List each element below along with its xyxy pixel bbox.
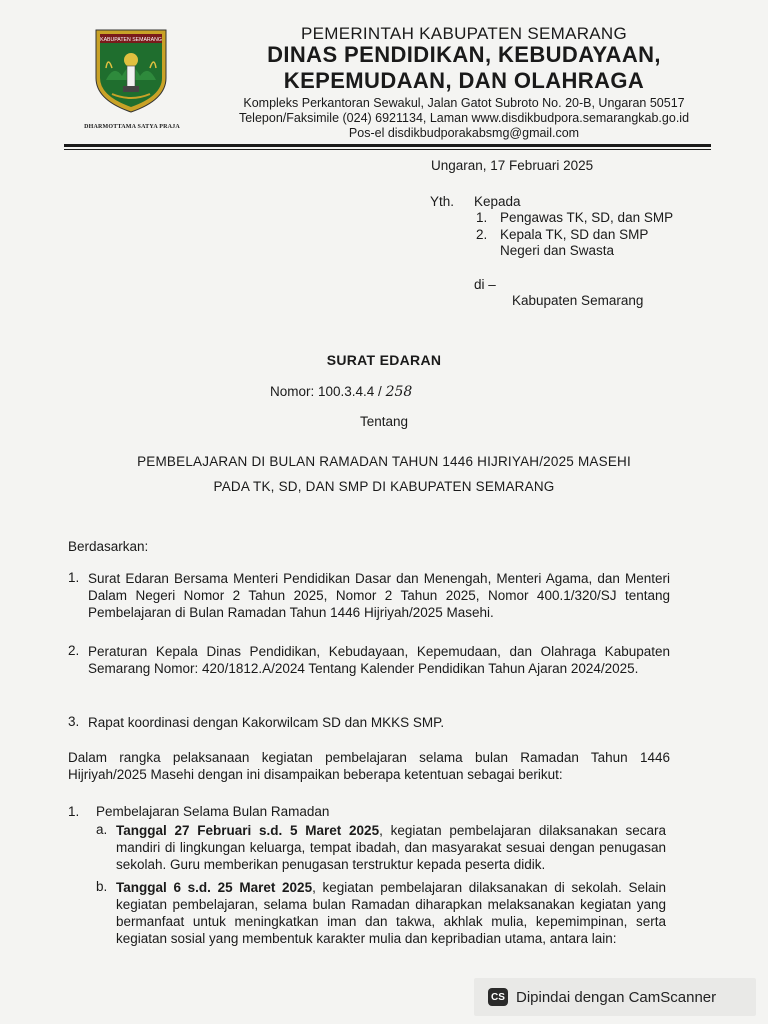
recipient-item-continued: Negeri dan Swasta (500, 243, 615, 258)
subject-line-1: PEMBELAJARAN DI BULAN RAMADAN TAHUN 1446 HIJRIYAH/2025 MASEHI (137, 454, 631, 469)
provision-item-text: , kegiatan pembelajaran dilaksanakan di sekolah. Selain kegiatan pembelajaran, selama bulan Ramadan diharapkan melaksanakan kegiatan yang bermanfaat untuk meningkatkan iman dan takwa, akhlak mulia, kepemimpinan, serta kegiatan sosial yang membentuk karakter mulia dan kepribadian utama, antara lain: (116, 880, 666, 946)
address-place: Kabupaten Semarang (512, 293, 644, 308)
provision-item-date: Tanggal 27 Februari s.d. 5 Maret 2025 (116, 823, 380, 838)
salutation-yth: Yth. (430, 194, 455, 209)
document-title: SURAT EDARAN (326, 352, 442, 368)
provision-item-letter: b. (96, 879, 108, 894)
recipient-number: 1. (476, 210, 488, 225)
basis-number: 3. (68, 714, 80, 729)
agency-phone-web: Telepon/Faksimile (024) 6921134, Laman www.disdikbudpora.semarangkab.go.id (238, 111, 690, 125)
basis-item: Peraturan Kepala Dinas Pendidikan, Kebudayaan, Kepemudaan, dan Olahraga Kabupaten Semarang Nomor: 420/1812.A/2024 Tentang Kalender Pendidikan Tahun Ajaran 2024/2025. (88, 644, 670, 676)
basis-item: Surat Edaran Bersama Menteri Pendidikan Dasar dan Menengah, Menteri Agama, dan Menteri Dalam Negeri Nomor 2 Tahun 2025, Nomor 2 Tahun 2025, Nomor 400.1/320/SJ tentang Pembelajaran di Bulan Ramadan Tahun 1446 Hijriyah/2025 Masehi. (88, 571, 670, 620)
document-number-prefix: Nomor: 100.3.4.4 / (270, 384, 386, 399)
camscanner-label: Dipindai dengan CamScanner (516, 988, 717, 1006)
document-number (270, 384, 412, 400)
letterhead-rule-thick (64, 144, 711, 147)
recipient-item: Pengawas TK, SD, dan SMP (500, 210, 674, 225)
tentang-label: Tentang (359, 414, 409, 429)
recipient-number: 2. (476, 227, 488, 242)
provision-number: 1. (68, 804, 80, 819)
letter-date: Ungaran, 17 Februari 2025 (431, 158, 594, 173)
camscanner-icon: CS (488, 988, 508, 1006)
emblem-text: KABUPATEN SEMARANG (100, 37, 162, 43)
gov-name: PEMERINTAH KABUPATEN SEMARANG (300, 24, 628, 43)
agency-name-line1: DINAS PENDIDIKAN, KEBUDAYAAN, (267, 42, 661, 67)
emblem-motto: DHARMOTTAMA SATYA PRAJA (84, 124, 180, 130)
agency-address: Kompleks Perkantoran Sewakul, Jalan Gatot Subroto No. 20-B, Ungaran 50517 (243, 96, 685, 110)
agency-email: Pos-el disdikbudporakabsmg@gmail.com (348, 126, 580, 140)
intro-paragraph: Dalam rangka pelaksanaan kegiatan pembelajaran selama bulan Ramadan Tahun 1446 Hijriyah/2025 Masehi dengan ini disampaikan beberapa ketentuan sebagai berikut: (68, 750, 670, 782)
provision-title: Pembelajaran Selama Bulan Ramadan (96, 804, 330, 819)
basis-number: 2. (68, 643, 80, 658)
provision-item-letter: a. (96, 822, 108, 837)
subject-line-2: PADA TK, SD, DAN SMP DI KABUPATEN SEMARANG (213, 479, 555, 494)
provision-item-date: Tanggal 6 s.d. 25 Maret 2025 (116, 880, 313, 895)
provision-item (116, 822, 666, 873)
recipient-item: Kepala TK, SD dan SMP (500, 227, 649, 242)
camscanner-watermark (474, 978, 756, 1016)
basis-heading: Berdasarkan: (68, 539, 149, 554)
basis-item: Rapat koordinasi dengan Kakorwilcam SD dan MKKS SMP. (88, 715, 445, 730)
provision-item-text: , kegiatan pembelajaran dilaksanakan secara mandiri di lingkungan keluarga, tempat ibadah, dan masyarakat sesuai dengan penugasan sekolah. Guru memberikan penugasan terstruktur kepada peserta didik. (116, 823, 666, 872)
provision-item (116, 879, 666, 947)
salutation-kepada: Kepada (474, 194, 521, 209)
agency-name-line2: KEPEMUDAAN, DAN OLAHRAGA (283, 68, 645, 93)
letterhead-rule-thin (64, 149, 711, 150)
kabupaten-semarang-emblem-icon (92, 28, 170, 114)
document-number-handwritten: 258 (385, 384, 413, 400)
address-di: di – (474, 277, 496, 292)
basis-number: 1. (68, 570, 80, 585)
